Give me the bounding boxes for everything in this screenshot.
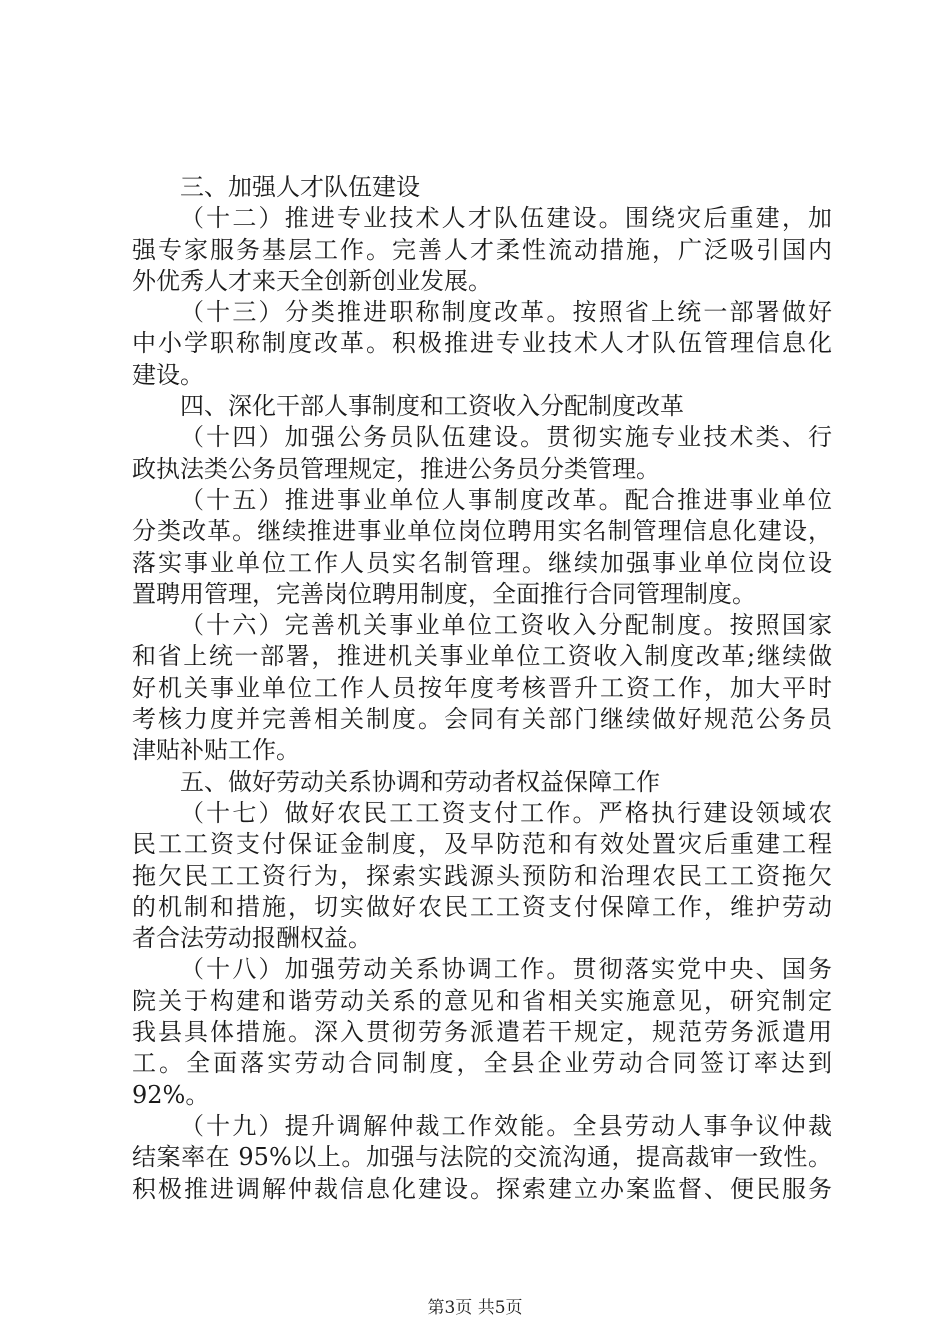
text-line: （十八）加强劳动关系协调工作。贯彻落实党中央、国务 — [180, 955, 832, 984]
text-line: 92%。 — [132, 1080, 210, 1109]
body-text — [132, 172, 832, 1205]
text-line: 工。全面落实劳动合同制度，全县企业劳动合同签订率达到 — [132, 1049, 832, 1078]
text-line: （十四）加强公务员队伍建设。贯彻实施专业技术类、行 — [180, 423, 832, 452]
text-line: 外优秀人才来天全创新创业发展。 — [132, 266, 492, 295]
text-line: 结案率在 95%以上。加强与法院的交流沟通，提高裁审一致性。 — [132, 1143, 832, 1172]
text-line: 拖欠民工工资行为，探索实践源头预防和治理农民工工资拖欠 — [132, 861, 832, 890]
text-line: 四、深化干部人事制度和工资收入分配制度改革 — [180, 392, 684, 421]
text-line: （十六）完善机关事业单位工资收入分配制度。按照国家 — [180, 611, 832, 640]
text-line: （十三）分类推进职称制度改革。按照省上统一部署做好 — [180, 298, 832, 327]
text-line: 的机制和措施，切实做好农民工工资支付保障工作，维护劳动 — [132, 892, 832, 921]
text-line: 者合法劳动报酬权益。 — [132, 924, 372, 953]
text-line: 津贴补贴工作。 — [132, 736, 300, 765]
text-line: 三、加强人才队伍建设 — [180, 173, 420, 201]
text-line: 中小学职称制度改革。积极推进专业技术人才队伍管理信息化 — [132, 329, 832, 358]
text-line: 我县具体措施。深入贯彻劳务派遣若干规定，规范劳务派遣用 — [132, 1018, 832, 1047]
text-line: 积极推进调解仲裁信息化建设。探索建立办案监督、便民服务 — [132, 1174, 832, 1203]
text-line: 五、做好劳动关系协调和劳动者权益保障工作 — [180, 767, 660, 796]
page-footer: 第3页 共5页 — [427, 1298, 523, 1318]
text-line: （十七）做好农民工工资支付工作。严格执行建设领域农 — [180, 798, 832, 827]
text-line: 落实事业单位工作人员实名制管理。继续加强事业单位岗位设 — [132, 548, 832, 577]
text-line: 考核力度并完善相关制度。会同有关部门继续做好规范公务员 — [132, 705, 832, 734]
text-line: 强专家服务基层工作。完善人才柔性流动措施，广泛吸引国内 — [132, 235, 832, 264]
text-line: （十五）推进事业单位人事制度改革。配合推进事业单位 — [180, 485, 832, 514]
text-line: 建设。 — [132, 360, 204, 389]
text-line: 院关于构建和谐劳动关系的意见和省相关实施意见，研究制定 — [132, 986, 832, 1015]
text-line: （十九）提升调解仲裁工作效能。全县劳动人事争议仲裁 — [180, 1111, 832, 1140]
text-line: 置聘用管理，完善岗位聘用制度，全面推行合同管理制度。 — [132, 579, 756, 608]
text-line: （十二）推进专业技术人才队伍建设。围绕灾后重建，加 — [180, 204, 832, 233]
text-line: 民工工资支付保证金制度，及早防范和有效处置灾后重建工程 — [132, 830, 832, 859]
text-line: 好机关事业单位工作人员按年度考核晋升工资工作，加大平时 — [132, 673, 832, 702]
text-line: 政执法类公务员管理规定，推进公务员分类管理。 — [132, 454, 660, 483]
text-line: 和省上统一部署，推进机关事业单位工资收入制度改革;继续做 — [132, 642, 832, 671]
text-line: 分类改革。继续推进事业单位岗位聘用实名制管理信息化建设， — [132, 517, 832, 546]
